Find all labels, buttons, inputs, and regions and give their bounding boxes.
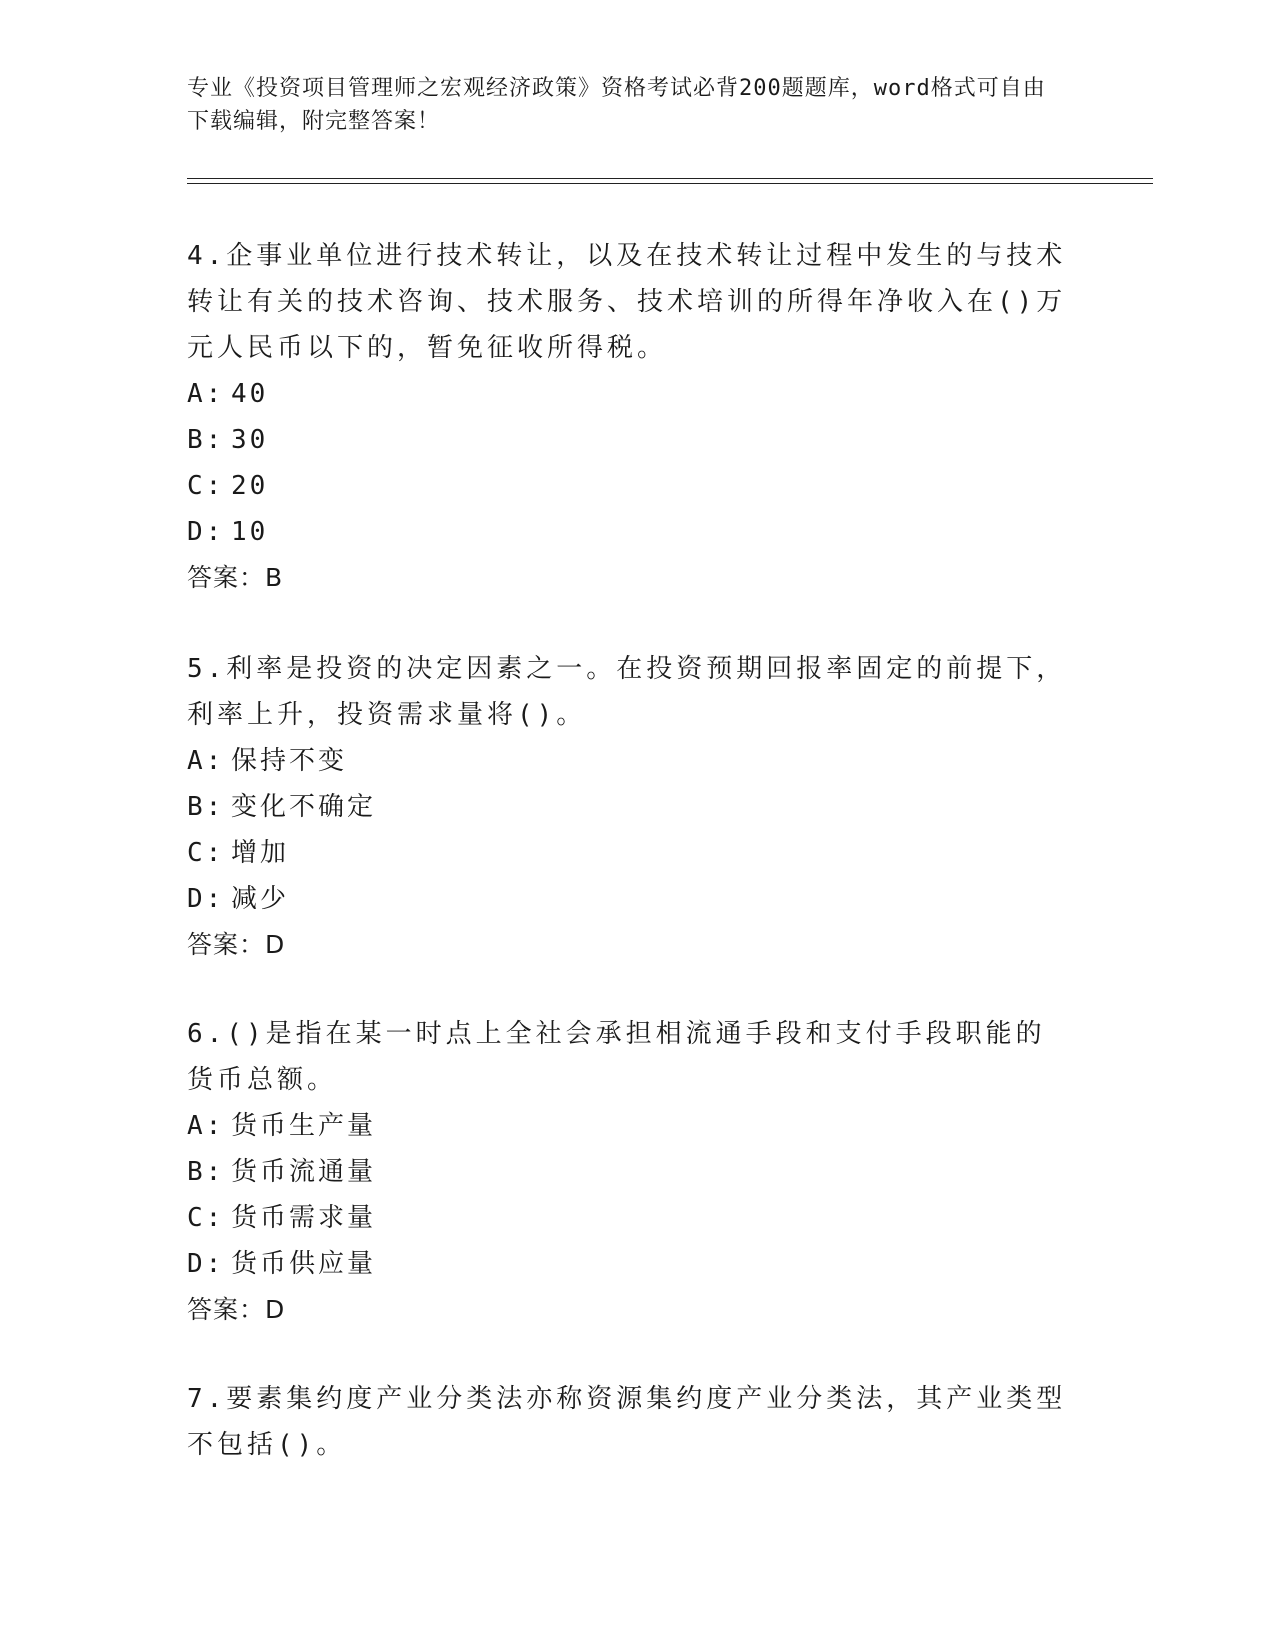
option-letter: B: [187,425,225,455]
option-letter: D: [187,884,225,914]
option-letter: A: [187,746,225,776]
option-d [187,1241,1067,1287]
option-text: 保持不变 [231,746,348,776]
question-stem: 5.利率是投资的决定因素之一。在投资预期回报率固定的前提下，利率上升，投资需求量将()。 [187,654,1067,730]
option-d [187,509,1067,555]
option-d [187,876,1067,922]
option-a [187,1103,1067,1149]
option-text: 增加 [231,838,290,868]
option-b [187,784,1067,830]
header-divider-top [187,178,1153,179]
option-letter: B: [187,1157,225,1187]
question-4 [187,233,1067,601]
option-letter: A: [187,1111,225,1141]
option-letter: A: [187,379,225,409]
option-letter: C: [187,1203,225,1233]
header-divider-bottom [187,183,1153,184]
option-c [187,1195,1067,1241]
question-7 [187,1376,1067,1468]
option-text: 货币流通量 [231,1157,377,1187]
option-text: 减少 [231,884,290,914]
option-a [187,371,1067,417]
option-text: 货币生产量 [231,1111,377,1141]
option-text: 变化不确定 [231,792,377,822]
question-stem: 6.()是指在某一时点上全社会承担相流通手段和支付手段职能的货币总额。 [187,1019,1046,1095]
question-stem: 4.企事业单位进行技术转让，以及在技术转让过程中发生的与技术转让有关的技术咨询、技术服务、技术培训的所得年净收入在()万元人民币以下的，暂免征收所得税。 [187,241,1067,363]
option-c [187,463,1067,509]
option-letter: C: [187,838,225,868]
answer-line: 答案：B [187,563,284,592]
document-header: 专业《投资项目管理师之宏观经济政策》资格考试必背200题题库，word格式可自由下载编辑，附完整答案！ [187,76,1046,134]
option-text: 20 [231,471,269,501]
question-stem: 7.要素集约度产业分类法亦称资源集约度产业分类法，其产业类型不包括()。 [187,1384,1067,1460]
option-text: 货币需求量 [231,1203,377,1233]
option-letter: C: [187,471,225,501]
question-5 [187,646,1067,968]
option-text: 30 [231,425,269,455]
option-text: 货币供应量 [231,1249,377,1279]
option-text: 40 [231,379,269,409]
option-c [187,830,1067,876]
option-a [187,738,1067,784]
option-b [187,417,1067,463]
option-letter: D: [187,517,225,547]
answer-line: 答案：D [187,930,286,959]
question-6 [187,1011,1067,1333]
answer-line: 答案：D [187,1295,286,1324]
option-letter: D: [187,1249,225,1279]
option-b [187,1149,1067,1195]
option-letter: B: [187,792,225,822]
option-text: 10 [231,517,269,547]
